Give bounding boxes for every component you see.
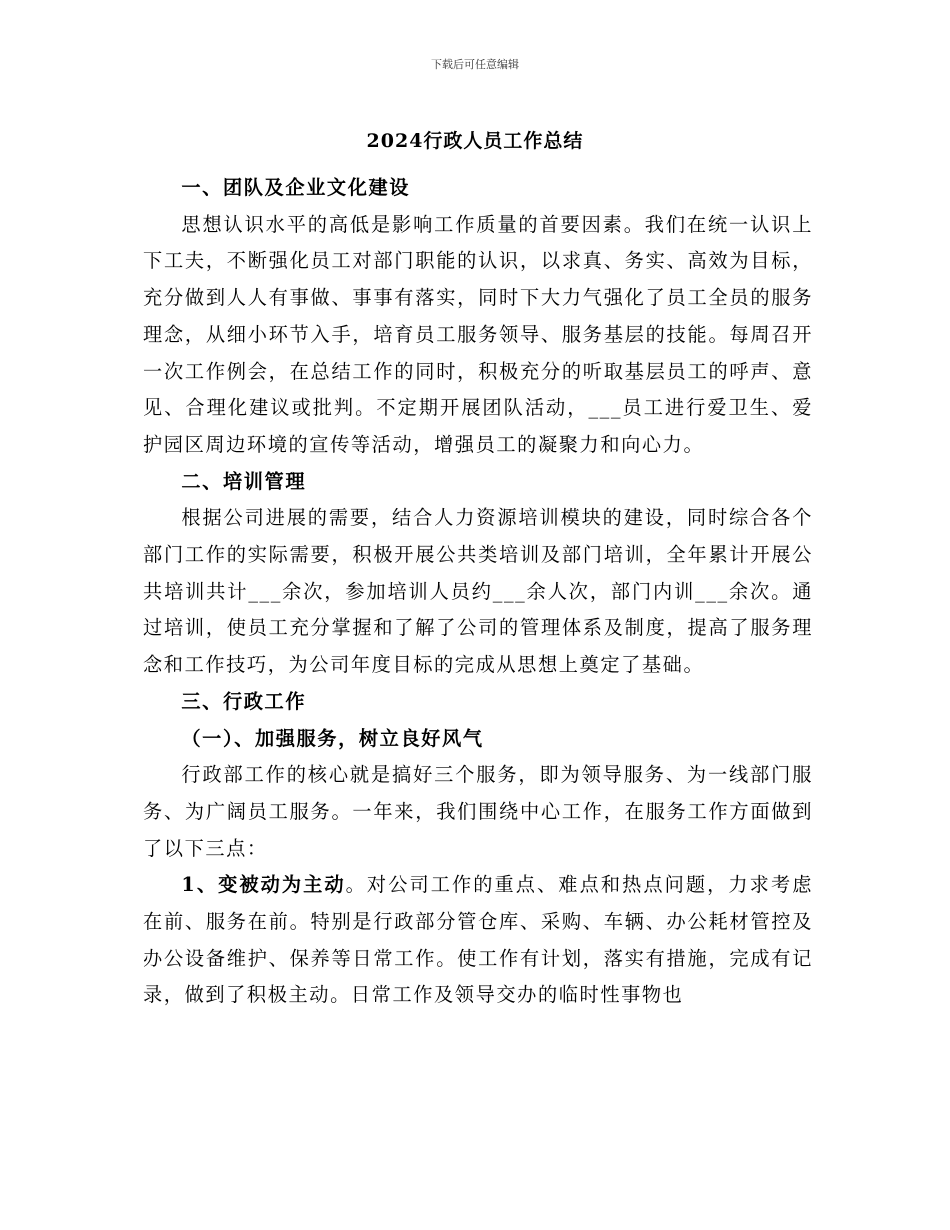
section-2-paragraph: 根据公司进展的需要，结合人力资源培训模块的建设，同时综合各个部门工作的实际需要，积极开展公共类培训及部门培训，全年累计开展公共培训共计___余次，参加培训人员约___余人次，部门内训___余次。通过培训，使员工充分掌握和了解了公司的管理体系及制度，提高了服务理念和工作技巧，为公司年度目标的完成从思想上奠定了基础。 <box>143 506 813 677</box>
document-body <box>143 170 813 1014</box>
header-note: 下载后可任意编辑 <box>431 58 519 71</box>
section-3-heading: 三、行政工作 <box>181 689 307 713</box>
point-1-text: 。对公司工作的重点、难点和热点问题，力求考虑在前、服务在前。特别是行政部分管仓库、采购、车辆、办公耗材管控及办公设备维护、保养等日常工作。使工作有计划，落实有措施，完成有记录，做到了积极主动。日常工作及领导交办的临时性事物也 <box>143 873 813 1007</box>
point-1-lead: 1、变被动为主动 <box>181 873 346 897</box>
section-1-paragraph: 思想认识水平的高低是影响工作质量的首要因素。我们在统一认识上下工夫，不断强化员工对部门职能的认识，以求真、务实、高效为目标，充分做到人人有事做、事事有落实，同时下大力气强化了员工全员的服务理念，从细小环节入手，培育员工服务领导、服务基层的技能。每周召开一次工作例会，在总结工作的同时，积极充分的听取基层员工的呼声、意见、合理化建议或批判。不定期开展团队活动，___员工进行爱卫生、爱护园区周边环境的宣传等活动，增强员工的凝聚力和向心力。 <box>143 212 813 456</box>
section-3-point-1 <box>143 867 813 1014</box>
section-2-heading: 二、培训管理 <box>181 469 307 493</box>
section-1-heading: 一、团队及企业文化建设 <box>181 176 411 199</box>
section-3-paragraph: 行政部工作的核心就是搞好三个服务，即为领导服务、为一线部门服务、为广阔员工服务。一年来，我们围绕中心工作，在服务工作方面做到了以下三点： <box>143 763 813 860</box>
section-3-subheading: （一）、加强服务，树立良好风气 <box>181 726 484 750</box>
document-title: 2024行政人员工作总结 <box>366 130 584 152</box>
